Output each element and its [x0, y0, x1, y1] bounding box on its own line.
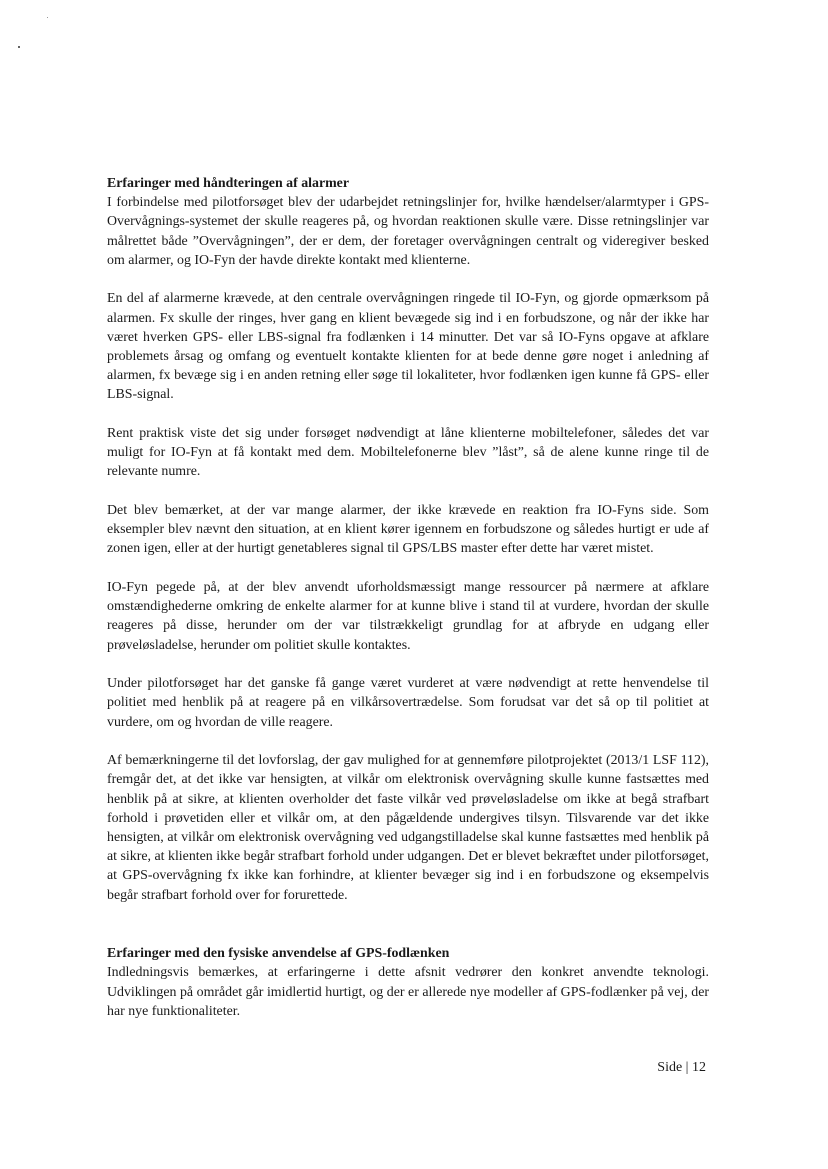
paragraph: IO-Fyn pegede på, at der blev anvendt uforholdsmæssigt mange ressourcer på nærmere at afklare omstændighederne omkring de enkelte alarmer for at kunne blive i stand til at vurdere, hvordan der skulle reageres på disse, herunder om der var tilstrækkeligt grundlag for at afbryde en udgang eller prøveløsladelse, herunder om politiet skulle kontaktes. [107, 580, 709, 653]
scan-speck [18, 46, 20, 48]
section-spacer [107, 924, 709, 944]
paragraph: Indledningsvis bemærkes, at erfaringerne i dette afsnit vedrører den konkret anvendte teknologi. Udviklingen på området går imidlertid hurtigt, og der er allerede nye modeller af GPS-fodlænker på vej, der har nye funktionaliteter. [107, 965, 709, 1019]
paragraph: I forbindelse med pilotforsøget blev der udarbejdet retningslinjer for, hvilke hændelser/alarmtyper i GPS-Overvågnings-systemet der skulle reageres på, og hvordan reaktionen skulle være. Disse retningslinjer var målrettet både ”Overvågningen”, der er dem, der foretager overvågningen centralt og videregiver besked om alarmer, og IO-Fyn der havde direkte kontakt med klienterne. [107, 195, 709, 268]
paragraph: En del af alarmerne krævede, at den centrale overvågningen ringede til IO-Fyn, og gjorde opmærksom på alarmen. Fx skulle der ringes, hver gang en klient bevægede sig ind i en forbudszone, og når der ikke har været hverken GPS- eller LBS-signal fra fodlænken i 14 minutter. Det var så IO-Fyns opgave at afklare problemets årsag og omfang og eventuelt kontakte klienten for at bede denne gøre noget i anledning af alarmen, fx bevæge sig i en anden retning eller søge til lokaliteter, hvor fodlænken igen kunne få GPS- eller LBS-signal. [107, 291, 709, 403]
section-title: Erfaringer med den fysiske anvendelse af GPS-fodlænken [107, 946, 450, 962]
scan-speck [47, 17, 48, 18]
section-title: Erfaringer med håndteringen af alarmer [107, 176, 350, 191]
paragraph: Det blev bemærket, at der var mange alarmer, der ikke krævede en reaktion fra IO-Fyns side. Som eksempler blev nævnt den situation, at en klient kører igennem en forbudszone og således hurtigt er ude af zonen igen, eller at der hurtigt genetableres signal til GPS/LBS master efter dette har været mistet. [107, 503, 709, 557]
paragraph: Af bemærkningerne til det lovforslag, der gav mulighed for at gennemføre pilotprojektet (2013/1 LSF 112), fremgår det, at det ikke var hensigten, at vilkår om elektronisk overvågning skulle kunne fastsættes med henblik på at sikre, at klienten overholder det faste vilkår ved prøveløsladelse om ikke at begå strafbart forhold i prøvetiden eller et vilkår om, at den pågældende undergives tilsyn. Tilsvarende var det ikke hensigten, at vilkår om elektronisk overvågning ved udgangstilladelse skal kunne fastsættes med henblik på at sikre, at klienten ikke begår strafbart forhold under udgangen. Det er blevet bekræftet under pilotforsøget, at GPS-overvågning fx ikke kan forhindre, at klienter bevæger sig ind i en forbudszone og eksempelvis begår strafbart forhold over for forurettede. [107, 753, 709, 903]
page-body [107, 174, 709, 1040]
page-number: Side | 12 [657, 1060, 706, 1075]
paragraph: Rent praktisk viste det sig under forsøget nødvendigt at låne klienterne mobiltelefoner, således det var muligt for IO-Fyn at få kontakt med dem. Mobiltelefonerne blev ”låst”, så de alene kunne ringe til de relevante numre. [107, 426, 709, 480]
paragraph: Under pilotforsøget har det ganske få gange været vurderet at være nødvendigt at rette henvendelse til politiet med henblik på at reagere på en vilkårsovertrædelse. Som forudsat var det så op til politiet at vurdere, om og hvordan de ville reagere. [107, 676, 709, 730]
